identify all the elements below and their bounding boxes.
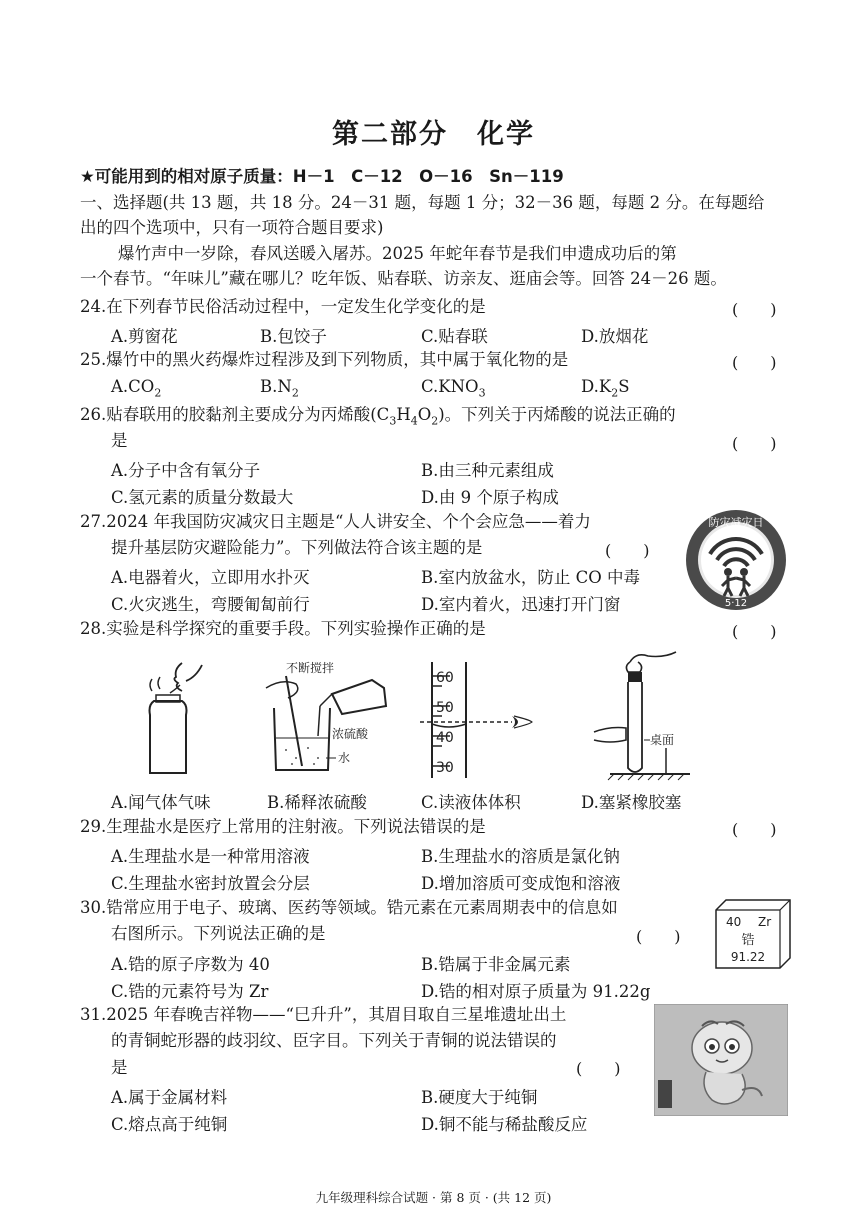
q26-answer-blank: ( ): [732, 434, 777, 453]
q29-stem: 29.生理盐水是医疗上常用的注射液。下列说法错误的是: [80, 817, 486, 836]
page-title: 第二部分 化学: [332, 119, 535, 150]
cell-name: 锆: [741, 933, 755, 948]
q31-stem-line1: 31.2025 年春晚吉祥物——“巳升升”，其眉目取自三星堆遗址出土: [80, 1005, 567, 1024]
q24-answer-blank: ( ): [732, 300, 777, 319]
mascot-photo: [654, 1004, 788, 1116]
q29-option-a: A.生理盐水是一种常用溶液: [111, 847, 310, 866]
q31-answer-blank: ( ): [576, 1059, 621, 1078]
q26-stem-b: )。下列关于丙烯酸的说法正确的: [438, 405, 676, 424]
q26-o: O: [417, 405, 432, 424]
q25-c-sub: 3: [478, 386, 486, 400]
tick-50: 50: [436, 700, 454, 716]
q26-sub2: 4: [410, 414, 418, 428]
q27-option-b: B.室内放盆水，防止 CO 中毒: [421, 568, 641, 587]
figure-insert-stopper: [590, 648, 700, 783]
q28-option-a: A.闻气体气味: [111, 793, 211, 812]
cell-symbol: Zr: [758, 915, 772, 929]
q27-option-a: A.电器着火，立即用水扑灭: [111, 568, 310, 587]
q31-stem-line2: 的青铜蛇形器的歧羽纹、臣字目。下列关于青铜的说法错误的: [111, 1031, 557, 1050]
water-label: 水: [338, 751, 351, 765]
q27-option-c: C.火灾逃生，弯腰匍匐前行: [111, 595, 310, 614]
q26-option-c: C.氢元素的质量分数最大: [111, 488, 294, 507]
q29-option-c: C.生理盐水密封放置会分层: [111, 874, 310, 893]
figure-smell-gas: [130, 655, 215, 780]
stir-label: 不断搅拌: [286, 661, 335, 675]
acid-label: 浓硫酸: [332, 727, 369, 741]
q31-stem-line3: 是: [111, 1058, 128, 1077]
page-footer: 九年级理科综合试题 · 第 8 页 · (共 12 页): [315, 1190, 552, 1205]
q30-stem-line2: 右图所示。下列说法正确的是: [111, 924, 326, 943]
logo-date: 5·12: [724, 598, 748, 609]
cell-number: 40: [726, 915, 742, 929]
tick-40: 40: [436, 730, 454, 746]
intro-line2: 一个春节。“年味儿”藏在哪儿？吃年饭、贴春联、访亲友、逛庙会等。回答 24－26 题。: [80, 269, 727, 288]
q31-option-d: D.铜不能与稀盐酸反应: [421, 1115, 588, 1134]
figure-read-volume: [420, 660, 540, 782]
q25-answer-blank: ( ): [732, 353, 777, 372]
q25-a-sub: 2: [154, 386, 162, 400]
q30-option-c: C.锆的元素符号为 Zr: [111, 982, 269, 1001]
intro-line1: 爆竹声中一岁除，春风送暖入屠苏。2025 年蛇年春节是我们申遗成功后的第: [118, 244, 677, 263]
q24-option-c: C.贴春联: [421, 327, 488, 346]
q26-h: H: [396, 405, 411, 424]
q26-stem-a: 26.贴春联用的胶黏剂主要成分为丙烯酸(C: [80, 405, 390, 424]
q25-option-a: [111, 377, 161, 399]
tick-30: 30: [436, 760, 454, 776]
q27-stem-line1: 27.2024 年我国防灾减灾日主题是“人人讲安全、个个会应急——着力: [80, 512, 591, 531]
q24-option-a: A.剪窗花: [111, 327, 178, 346]
q24-option-d: D.放烟花: [581, 327, 649, 346]
q31-option-c: C.熔点高于纯铜: [111, 1115, 228, 1134]
q25-stem: 25.爆竹中的黑火药爆炸过程涉及到下列物质，其中属于氧化物的是: [80, 350, 569, 369]
logo-title: 防灾减灾日: [708, 516, 764, 529]
q30-stem-line1: 30.锆常应用于电子、玻璃、医药等领域。锆元素在元素周期表中的信息如: [80, 898, 618, 917]
section-instructions-line2: 出的四个选项中，只有一项符合题目要求): [80, 218, 384, 237]
q26-stem-line2: 是: [111, 431, 128, 450]
figure-dilute-acid: [262, 658, 397, 783]
q28-option-d: D.塞紧橡胶塞: [581, 793, 682, 812]
q29-answer-blank: ( ): [732, 820, 777, 839]
q26-option-b: B.由三种元素组成: [421, 461, 554, 480]
q24-stem: 24.在下列春节民俗活动过程中，一定发生化学变化的是: [80, 297, 486, 316]
desk-label: 桌面: [650, 733, 675, 747]
q26-option-a: A.分子中含有氧分子: [111, 461, 261, 480]
q27-stem-line2: 提升基层防灾避险能力”。下列做法符合该主题的是: [111, 538, 483, 557]
cell-mass: 91.22: [730, 950, 766, 964]
section-instructions-line1: 一、选择题(共 13 题，共 18 分。24－31 题，每题 1 分；32－36 题，每题 2 分。在每题给: [80, 193, 765, 212]
zirconium-element-cell: [712, 898, 792, 970]
q26-sub1: 3: [389, 414, 397, 428]
q28-option-b: B.稀释浓硫酸: [267, 793, 367, 812]
q25-b-sub: 2: [291, 386, 299, 400]
q29-option-d: D.增加溶质可变成饱和溶液: [421, 874, 621, 893]
q31-option-a: A.属于金属材料: [111, 1088, 228, 1107]
q25-option-b: [260, 377, 299, 399]
q27-option-d: D.室内着火，迅速打开门窗: [421, 595, 621, 614]
q27-answer-blank: ( ): [605, 541, 650, 560]
q26-stem-line1: [80, 404, 676, 432]
q26-sub3: 2: [431, 414, 439, 428]
q28-answer-blank: ( ): [732, 622, 777, 641]
q28-stem: 28.实验是科学探究的重要手段。下列实验操作正确的是: [80, 619, 486, 638]
q25-d-text2: S: [618, 377, 630, 396]
q25-option-d: [581, 377, 630, 399]
q30-answer-blank: ( ): [636, 927, 681, 946]
q30-option-d: D.锆的相对原子质量为 91.22g: [421, 982, 651, 1001]
q29-option-b: B.生理盐水的溶质是氯化钠: [421, 847, 620, 866]
q25-b-text: B.N: [260, 377, 292, 396]
disaster-prevention-logo: [684, 508, 788, 612]
q26-option-d: D.由 9 个原子构成: [421, 488, 559, 507]
q25-option-c: [421, 377, 486, 399]
q25-d-text1: D.K: [581, 377, 612, 396]
q24-option-b: B.包饺子: [260, 327, 327, 346]
q30-option-b: B.锆属于非金属元素: [421, 955, 571, 974]
atomic-masses: ★可能用到的相对原子质量：H－1 C－12 O－16 Sn－119: [80, 167, 564, 186]
q28-option-c: C.读液体体积: [421, 793, 521, 812]
tick-60: 60: [436, 670, 454, 686]
q31-option-b: B.硬度大于纯铜: [421, 1088, 538, 1107]
q30-option-a: A.锆的原子序数为 40: [111, 955, 270, 974]
q25-d-sub: 2: [611, 386, 619, 400]
q25-a-text: A.CO: [111, 377, 155, 396]
q25-c-text: C.KNO: [421, 377, 479, 396]
